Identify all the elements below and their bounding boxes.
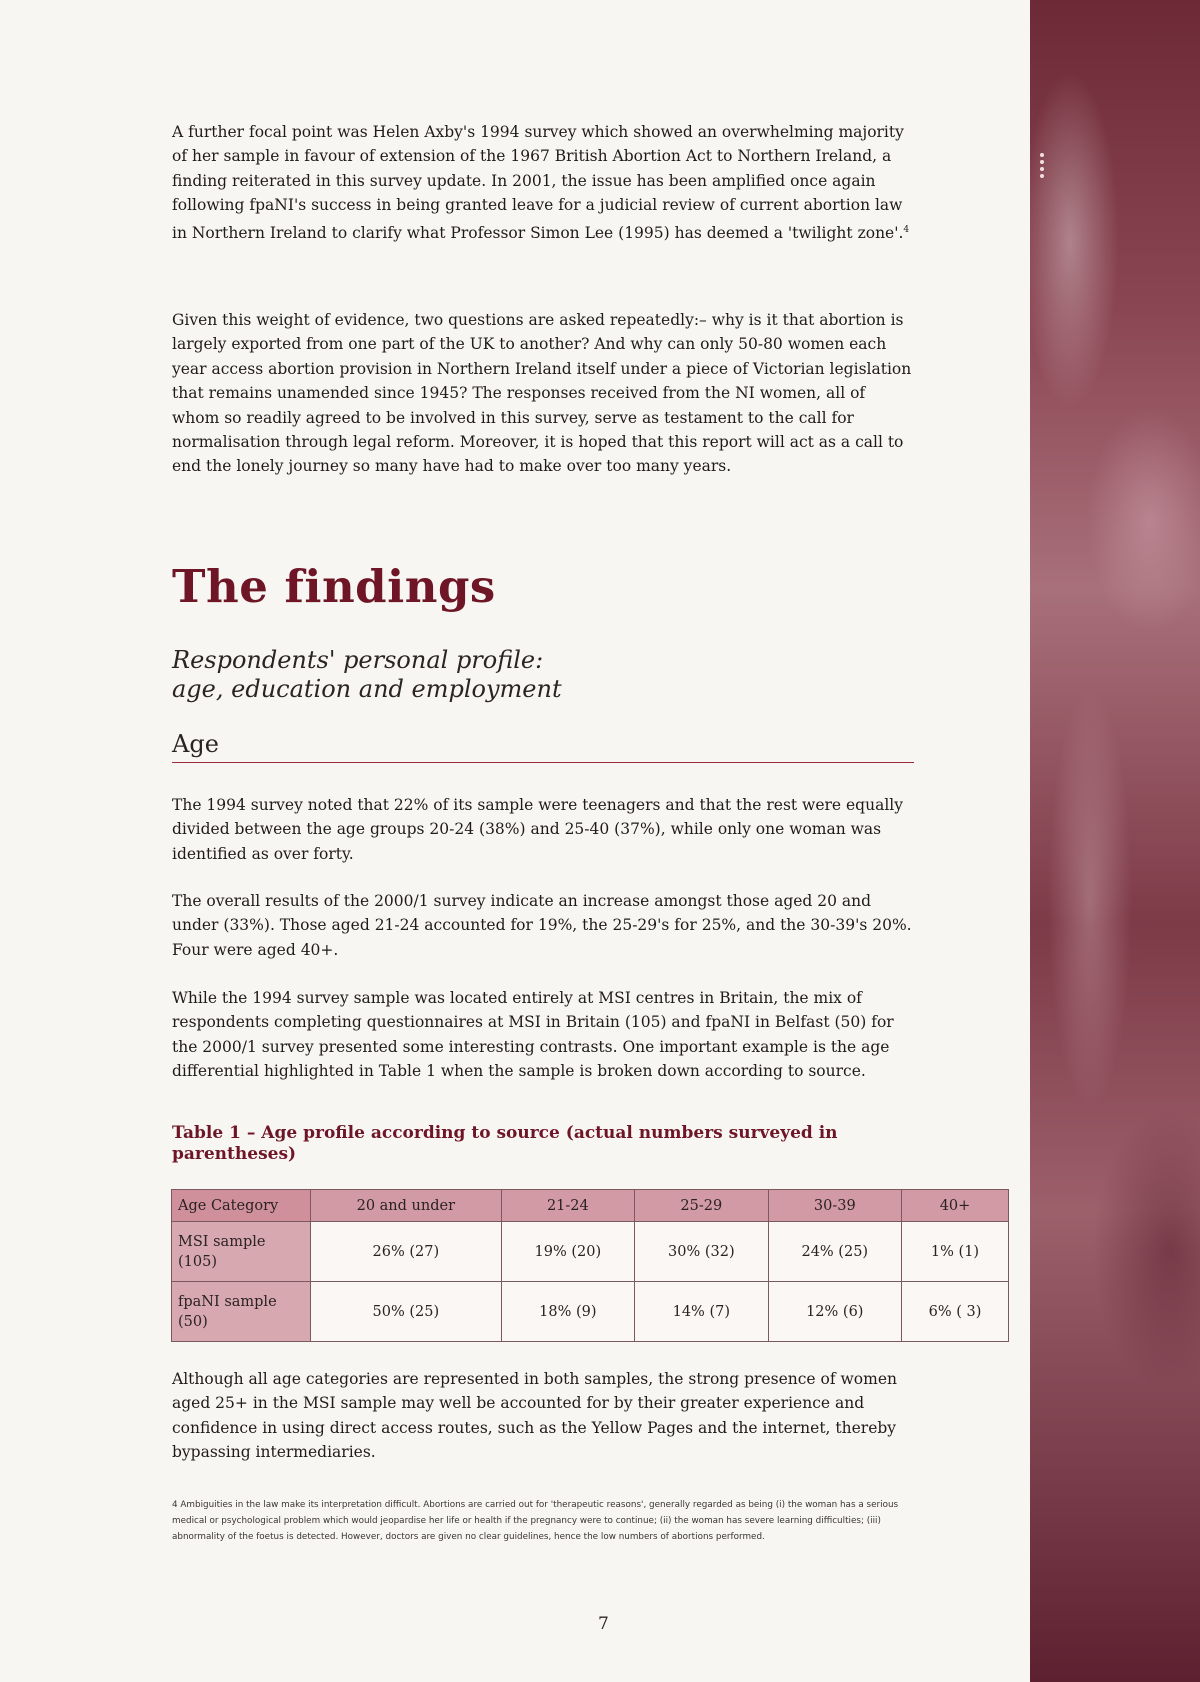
table-cell: 14% (7) xyxy=(635,1282,768,1342)
row-label xyxy=(172,1222,311,1282)
paragraph-weight-of-evidence: Given this weight of evidence, two questions are asked repeatedly:– why is it that abortion is largely exported from one part of the UK to another? And why can only 50-80 women each year access abortion provision in Northern Ireland itself under a piece of Victorian legislation that remains unamended since 1945? The responses received from the NI women, all of whom so readily agreed to be involved in this survey, serve as testament to the call for normalisation through legal reform. Moreover, it is hoped that this report will act as a call to end the lonely journey so many have had to make over too many years. xyxy=(172,311,912,476)
table-title: Table 1 – Age profile according to source (actual numbers surveyed in parentheses) xyxy=(172,1123,838,1164)
row-label-line2: (105) xyxy=(178,1253,217,1270)
age-heading xyxy=(172,730,914,763)
row-label-line1: fpaNI sample xyxy=(178,1293,277,1310)
column-header: 40+ xyxy=(902,1190,1009,1222)
table-cell: 1% (1) xyxy=(902,1222,1009,1282)
section-title: The findings xyxy=(172,560,496,613)
table-row xyxy=(172,1282,1009,1342)
column-header: Age Category xyxy=(172,1190,311,1222)
paragraph-2000-results: The overall results of the 2000/1 survey indicate an increase amongst those aged 20 and under (33%). Those aged 21-24 accounted for 19%, the 25-29's for 25%, and the 30-39's 20%. Four were aged 40+. xyxy=(172,892,912,959)
paragraph-age-categories: Although all age categories are represented in both samples, the strong presence of women aged 25+ in the MSI sample may well be accounted for by their greater experience and confidence in using direct access routes, such as the Yellow Pages and the internet, thereby bypassing intermediaries. xyxy=(172,1370,897,1462)
table-cell: 18% (9) xyxy=(501,1282,634,1342)
row-label-line1: MSI sample xyxy=(178,1233,266,1250)
column-header: 20 and under xyxy=(311,1190,502,1222)
decorative-artwork-strip xyxy=(1030,0,1200,1682)
subsection-title-line1: Respondents' personal profile: xyxy=(172,646,544,674)
table-cell: 24% (25) xyxy=(768,1222,901,1282)
table-cell: 6% ( 3) xyxy=(902,1282,1009,1342)
footnote-marker: 4 xyxy=(903,224,910,235)
table-cell: 12% (6) xyxy=(768,1282,901,1342)
paragraph-1994-survey: The 1994 survey noted that 22% of its sample were teenagers and that the rest were equally divided between the age groups 20-24 (38%) and 25-40 (37%), while only one woman was identified as over forty. xyxy=(172,796,903,863)
table-cell: 50% (25) xyxy=(311,1282,502,1342)
table-cell: 26% (27) xyxy=(311,1222,502,1282)
table-header-row xyxy=(172,1190,1009,1222)
table-row xyxy=(172,1222,1009,1282)
page-number: 7 xyxy=(598,1614,609,1634)
age-heading-text: Age xyxy=(172,730,219,758)
table-cell: 19% (20) xyxy=(501,1222,634,1282)
paragraph-sample-mix: While the 1994 survey sample was located entirely at MSI centres in Britain, the mix of respondents completing questionnaires at MSI in Britain (105) and fpaNI in Belfast (50) for the 2000/1 survey presented some interesting contrasts. One important example is the age differential highlighted in Table 1 when the sample is broken down according to source. xyxy=(172,989,894,1081)
table-cell: 30% (32) xyxy=(635,1222,768,1282)
column-header: 30-39 xyxy=(768,1190,901,1222)
decorative-dots xyxy=(1036,150,1048,190)
row-label xyxy=(172,1282,311,1342)
column-header: 21-24 xyxy=(501,1190,634,1222)
footnote: 4 Ambiguities in the law make its interpretation difficult. Abortions are carried out for 'therapeutic reasons', generally regarded as being (i) the woman has a serious medical or psychological problem which would jeopardise her life or health if the pregnancy were to continue; (ii) the woman has severe learning difficulties; (iii) abnormality of the foetus is detected. However, doctors are given no clear guidelines, hence the low numbers of abortions performed. xyxy=(172,1500,899,1542)
paragraph-axby-survey xyxy=(172,120,917,245)
subsection-title xyxy=(172,646,562,704)
paragraph-text: A further focal point was Helen Axby's 1994 survey which showed an overwhelming majority of her sample in favour of extension of the 1967 British Abortion Act to Northern Ireland, a finding reiterated in this survey update. In 2001, the issue has been amplified once again following fpaNI's success in being granted leave for a judicial review of current abortion law in Northern Ireland to clarify what Professor Simon Lee (1995) has deemed a 'twilight zone'. xyxy=(172,123,904,242)
column-header: 25-29 xyxy=(635,1190,768,1222)
subsection-title-line2: age, education and employment xyxy=(172,675,562,703)
age-profile-table xyxy=(171,1189,1009,1342)
row-label-line2: (50) xyxy=(178,1313,208,1330)
